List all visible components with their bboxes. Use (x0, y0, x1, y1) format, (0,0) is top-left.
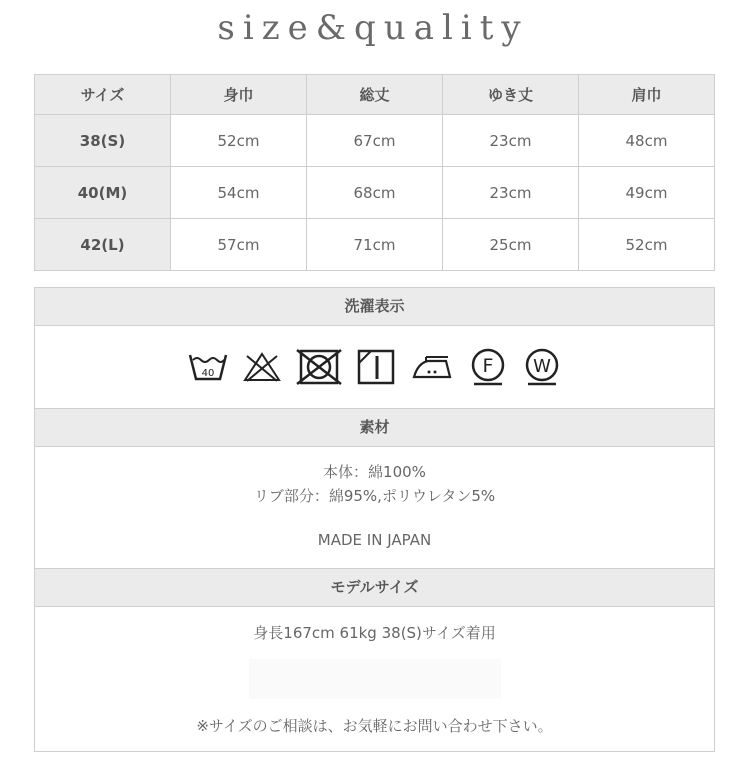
table-cell: 49cm (579, 167, 715, 219)
blank-area (249, 659, 501, 699)
header-shoulder: 肩巾 (579, 75, 715, 115)
model-info: 身長167cm 61kg 38(S)サイズ着用 (253, 624, 496, 642)
material-body: 本体：綿100% (323, 463, 426, 481)
header-size: サイズ (35, 75, 171, 115)
care-header: 洗濯表示 (35, 288, 714, 326)
table-cell: 23cm (443, 115, 579, 167)
size-label: 42(L) (35, 219, 171, 271)
wet-clean-w-icon (522, 347, 562, 387)
table-cell: 52cm (171, 115, 307, 167)
size-table (34, 74, 715, 271)
dry-clean-letter: F (482, 355, 493, 377)
table-row (35, 219, 715, 271)
material-section (35, 447, 714, 568)
header-length: 総丈 (307, 75, 443, 115)
table-cell: 48cm (579, 115, 715, 167)
table-row (35, 115, 715, 167)
wet-clean-letter: W (532, 356, 551, 377)
size-table-header-row (35, 75, 715, 115)
care-icons (35, 326, 714, 408)
model-section (35, 607, 714, 751)
wash-temp-label: 40 (201, 368, 214, 379)
table-cell: 67cm (307, 115, 443, 167)
info-panel (34, 287, 715, 752)
table-row (35, 167, 715, 219)
header-width: 身巾 (171, 75, 307, 115)
table-cell: 25cm (443, 219, 579, 271)
table-cell: 52cm (579, 219, 715, 271)
dry-clean-f-icon (468, 347, 508, 387)
no-bleach-icon (242, 351, 282, 383)
table-cell: 23cm (443, 167, 579, 219)
size-label: 38(S) (35, 115, 171, 167)
table-cell: 68cm (307, 167, 443, 219)
material-header: 素材 (35, 408, 714, 447)
header-sleeve: ゆき丈 (443, 75, 579, 115)
size-label: 40(M) (35, 167, 171, 219)
material-rib: リブ部分：綿95%,ポリウレタン5% (253, 487, 496, 505)
model-header: モデルサイズ (35, 568, 714, 607)
wash-40-icon (188, 351, 228, 383)
table-cell: 54cm (171, 167, 307, 219)
line-dry-shade-icon (356, 349, 396, 385)
table-cell: 57cm (171, 219, 307, 271)
page-title: size&quality (217, 8, 529, 48)
no-tumble-dry-icon (296, 349, 342, 385)
contact-note: ※サイズのご相談は、お気軽にお問い合わせ下さい。 (196, 717, 553, 735)
table-cell: 71cm (307, 219, 443, 271)
iron-low-icon (410, 351, 454, 383)
material-origin: MADE IN JAPAN (317, 531, 432, 549)
